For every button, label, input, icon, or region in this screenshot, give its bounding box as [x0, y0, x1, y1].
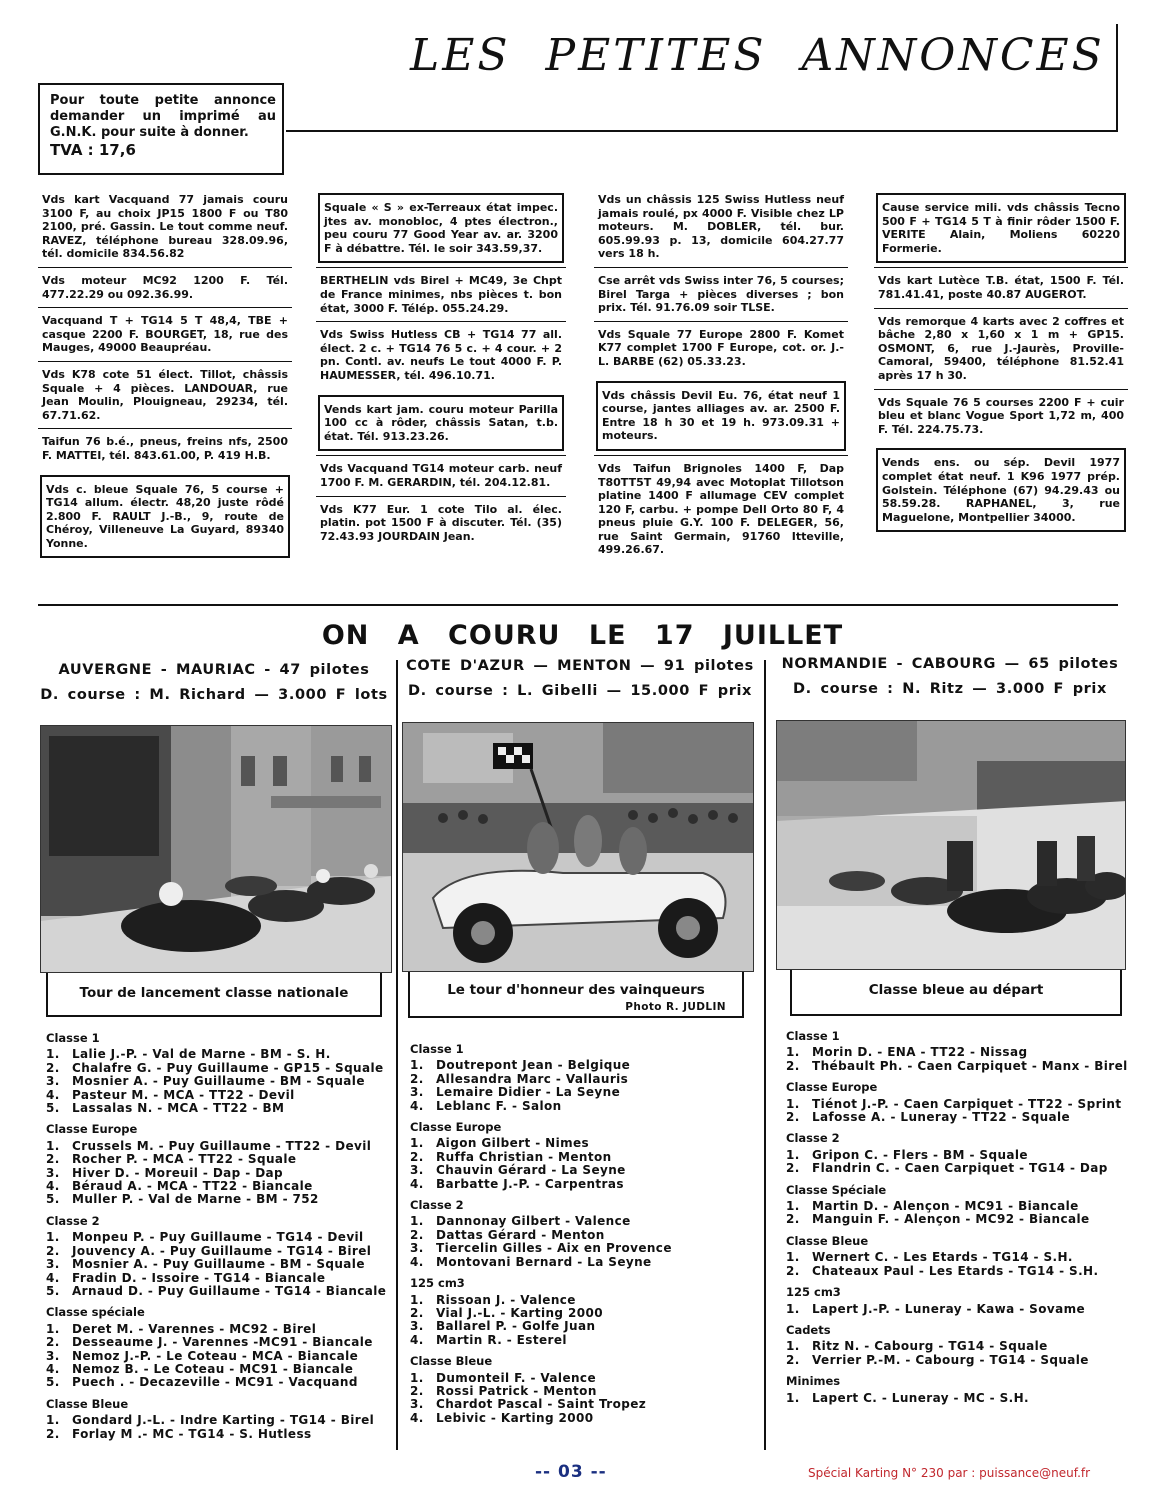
result-row [410, 1100, 760, 1113]
classified-ad: Vds moteur MC92 1200 F. Tél. 477.22.29 ou 092.36.99. [38, 267, 292, 307]
result-row [410, 1385, 760, 1398]
result-text: Hiver D. - Moreuil - Dap - Dap [72, 1165, 284, 1180]
result-position: 4. [46, 1270, 60, 1285]
result-position: 5. [46, 1101, 60, 1116]
result-text: Barbatte J.-P. - Carpentras [436, 1176, 624, 1191]
result-position: 5. [46, 1192, 60, 1207]
result-position: 5. [46, 1375, 60, 1390]
race-region: AUVERGNE - MAURIAC - 47 pilotes [58, 662, 370, 678]
result-text: Dattas Gérard - Menton [436, 1227, 605, 1242]
ads-column-4 [874, 193, 1128, 536]
result-row [410, 1398, 760, 1411]
result-text: Martin R. - Esterel [436, 1332, 567, 1347]
result-text: Forlay M .- MC - TG14 - S. Hutless [72, 1426, 312, 1441]
result-row [410, 1086, 760, 1099]
classified-ad: Vds Squale 77 Europe 2800 F. Komet K77 complet 1700 F Europe, cot. or. J.-L. BARBE (62) 05.33.23. [594, 321, 848, 375]
result-position: 3. [410, 1241, 424, 1256]
race-photo-mauriac [40, 725, 392, 973]
result-text: Flandrin C. - Caen Carpiquet - TG14 - Dap [812, 1161, 1108, 1176]
class-heading: Classe Spéciale [786, 1182, 887, 1197]
result-row [410, 1229, 760, 1242]
results-cabourg [786, 1030, 1131, 1405]
result-text: Martin D. - Alençon - MC91 - Biancale [812, 1199, 1079, 1214]
result-row [46, 1231, 394, 1244]
result-row [410, 1307, 760, 1320]
result-text: Puech . - Decazeville - MC91 - Vacquand [72, 1375, 358, 1390]
class-heading: Cadets [786, 1322, 831, 1337]
result-position: 1. [46, 1047, 60, 1062]
result-row [786, 1200, 1131, 1213]
result-position: 1. [46, 1321, 60, 1336]
result-row [46, 1350, 394, 1363]
result-position: 2. [786, 1352, 800, 1367]
class-heading: Classe 1 [46, 1031, 100, 1045]
result-row [410, 1412, 760, 1425]
ads-column-2 [316, 193, 566, 549]
result-position: 2. [786, 1058, 800, 1073]
classified-ad: Vds Taifun Brignoles 1400 F, Dap T80TT5T 49,94 avec Motoplat Tillotson platine 1400 F allumage CEV complet 120 F, carbu. + pompe Dell Orto 80 F, 4 pneus pluie G.Y. 100 F. DELEGER, 56, rue Saint Germain, 91760 Itteville, 499.26.67. [594, 455, 848, 563]
result-position: 2. [786, 1212, 800, 1227]
result-position: 2. [786, 1161, 800, 1176]
result-text: Nemoz J.-P. - Le Coteau - MCA - Biancale [72, 1348, 359, 1363]
result-text: Dannonay Gilbert - Valence [436, 1214, 631, 1229]
class-heading: 125 cm3 [410, 1276, 465, 1291]
result-row [410, 1137, 760, 1150]
result-text: Montovani Bernard - La Seyne [436, 1254, 652, 1269]
race-director: D. course : N. Ritz — 3.000 F prix [793, 681, 1107, 697]
result-row [46, 1167, 394, 1180]
class-heading: Classe 1 [786, 1029, 840, 1043]
result-text: Crussels M. - Puy Guillaume - TT22 - Devil [72, 1138, 372, 1153]
photo-caption [790, 970, 1122, 1016]
result-row [410, 1059, 760, 1072]
result-position: 3. [46, 1348, 60, 1363]
result-text: Tiénot J.-P. - Caen Carpiquet - TT22 - Sprint [812, 1096, 1122, 1111]
result-position: 4. [410, 1410, 424, 1425]
result-row [46, 1140, 394, 1153]
result-row [786, 1213, 1131, 1226]
result-row [46, 1180, 394, 1193]
result-text: Béraud A. - MCA - TT22 - Biancale [72, 1179, 313, 1194]
result-position: 2. [410, 1149, 424, 1164]
ads-column-3 [594, 193, 848, 563]
result-position: 4. [410, 1332, 424, 1347]
result-row [46, 1414, 394, 1427]
result-row [46, 1272, 394, 1285]
result-text: Rissoan J. - Valence [436, 1292, 576, 1307]
result-row [786, 1098, 1131, 1111]
race-photo-cabourg [776, 720, 1126, 970]
result-text: Chauvin Gérard - La Seyne [436, 1163, 626, 1178]
result-text: Pasteur M. - MCA - TT22 - Devil [72, 1087, 295, 1102]
result-position: 1. [786, 1096, 800, 1111]
results-menton [410, 1043, 760, 1425]
result-position: 3. [46, 1165, 60, 1180]
result-text: Vial J.-L. - Karting 2000 [436, 1305, 603, 1320]
footer-credit: Spécial Karting N° 230 par : puissance@neuf.fr [808, 1466, 1091, 1480]
result-text: Nemoz B. - Le Coteau - MC91 - Biancale [72, 1361, 354, 1376]
result-position: 1. [786, 1390, 800, 1405]
result-text: Tiercelin Gilles - Aix en Provence [436, 1241, 672, 1256]
result-row [410, 1256, 760, 1269]
caption-text: Le tour d'honneur des vainqueurs [447, 982, 705, 998]
result-row [46, 1428, 394, 1441]
result-text: Desseaume J. - Varennes -MC91 - Biancale [72, 1335, 373, 1350]
result-text: Leblanc F. - Salon [436, 1098, 562, 1113]
class-heading: Classe 1 [410, 1042, 464, 1056]
caption-text: Classe bleue au départ [868, 982, 1044, 998]
result-position: 2. [410, 1305, 424, 1320]
result-position: 2. [786, 1110, 800, 1125]
result-position: 2. [410, 1383, 424, 1398]
photo-credit: Photo R. JUDLIN [625, 1001, 726, 1013]
result-position: 4. [46, 1361, 60, 1376]
result-position: 1. [786, 1147, 800, 1162]
race-region: NORMANDIE - CABOURG — 65 pilotes [781, 656, 1119, 672]
classified-ad: BERTHELIN vds Birel + MC49, 3e Chpt de France minimes, nbs pièces t. bon état, 3000 F. Télép. 055.24.29. [316, 267, 566, 321]
result-text: Lebivic - Karting 2000 [436, 1410, 594, 1425]
result-text: Rossi Patrick - Menton [436, 1383, 597, 1398]
result-position: 2. [46, 1335, 60, 1350]
result-position: 2. [410, 1071, 424, 1086]
result-text: Dumonteil F. - Valence [436, 1370, 596, 1385]
result-text: Lafosse A. - Luneray - TT22 - Squale [812, 1110, 1071, 1125]
result-text: Doutrepont Jean - Belgique [436, 1058, 631, 1073]
title-rule-horizontal [286, 130, 1118, 132]
result-position: 2. [46, 1152, 60, 1167]
classified-ad: Vds châssis Devil Eu. 76, état neuf 1 course, jantes alliages av. ar. 2500 F. Entre 18 h 30 et 19 h. 973.09.31 + moteurs. [596, 381, 846, 451]
result-position: 4. [46, 1087, 60, 1102]
race-heading-2 [402, 654, 758, 704]
ads-column-1 [38, 193, 292, 562]
result-row [786, 1392, 1131, 1405]
result-position: 1. [410, 1370, 424, 1385]
result-row [46, 1062, 394, 1075]
result-position: 1. [786, 1250, 800, 1265]
classified-ad: Cause service mili. vds châssis Tecno 500 F + TG14 5 T à finir rôder 1500 F. VERITE Alain, Moliens 60220 Formerie. [876, 193, 1126, 263]
caption-text: Tour de lancement classe nationale [79, 985, 349, 1001]
result-row [410, 1164, 760, 1177]
result-row [786, 1265, 1131, 1278]
class-heading: Classe Bleue [786, 1233, 869, 1248]
result-row [46, 1285, 394, 1298]
classified-ad: Vds Swiss Hutless CB + TG14 77 all. élect. 2 c. + TG14 76 5 c. + 4 cour. + 2 pn. Contl. av. neufs Le tout 4000 F. P. HAUMESSER, tél. 496.10.71. [316, 321, 566, 388]
classified-ad: Vds K78 cote 51 élect. Tillot, châssis Squale + 4 pièces. LANDOUAR, rue Jean Moulin, Plouigneau, 29234, tél. 67.71.62. [38, 361, 292, 428]
classified-ad: Taifun 76 b.é., pneus, freins nfs, 2500 F. MATTEI, tél. 843.61.00, P. 419 H.B. [38, 428, 292, 468]
notice-box [38, 83, 284, 175]
class-heading: Classe Bleue [46, 1396, 129, 1411]
result-position: 1. [410, 1292, 424, 1307]
class-heading: Classe Europe [410, 1120, 502, 1135]
result-position: 2. [46, 1426, 60, 1441]
result-position: 1. [46, 1230, 60, 1245]
result-text: Mosnier A. - Puy Guillaume - BM - Squale [72, 1074, 365, 1089]
result-text: Gripon C. - Flers - BM - Squale [812, 1147, 1028, 1162]
result-row [46, 1336, 394, 1349]
classified-ad: Squale « S » ex-Terreaux état impec. jtes av. monobloc, 4 ptes électron., peu couru 77 Good Year av. ar. 3200 F à débattre. Tél. le soir 343.59,37. [318, 193, 564, 263]
page-title: LES PETITES ANNONCES [410, 30, 1105, 81]
result-row [46, 1102, 394, 1115]
race-region: COTE D'AZUR — MENTON — 91 pilotes [406, 658, 754, 674]
result-text: Lapert J.-P. - Luneray - Kawa - Sovame [812, 1301, 1086, 1316]
result-text: Ritz N. - Cabourg - TG14 - Squale [812, 1339, 1048, 1354]
result-position: 3. [410, 1163, 424, 1178]
race-heading-1 [38, 658, 390, 708]
classified-ad: Vds un châssis 125 Swiss Hutless neuf jamais roulé, px 4000 F. Visible chez LP moteurs. M. DOBLER, tél. bur. 605.99.93 p. 13, domicile 604.27.77 vers 18 h. [598, 193, 844, 261]
result-position: 2. [46, 1060, 60, 1075]
classified-ad: Vds remorque 4 karts avec 2 coffres et bâche 2,80 x 1,60 x 1 m + GP15. OSMONT, 6, rue J.-Jaurès, Proville-Camoral, 59400, téléphone 81.52.41 après 17 h 30. [874, 308, 1128, 389]
result-row [46, 1089, 394, 1102]
result-row [46, 1153, 394, 1166]
result-text: Chalafre G. - Puy Guillaume - GP15 - Squale [72, 1060, 384, 1075]
classified-ad: Vds Squale 76 5 courses 2200 F + cuir bleu et blanc Vogue Sport 1,72 m, 400 F. Tél. 224.75.73. [874, 389, 1128, 443]
result-position: 3. [46, 1074, 60, 1089]
result-row [46, 1075, 394, 1088]
result-row [46, 1363, 394, 1376]
result-position: 1. [46, 1413, 60, 1428]
result-position: 1. [786, 1301, 800, 1316]
result-text: Muller P. - Val de Marne - BM - 752 [72, 1192, 319, 1207]
result-row [410, 1073, 760, 1086]
result-text: Ruffa Christian - Menton [436, 1149, 612, 1164]
classified-ad: Vacquand T + TG14 5 T 48,4, TBE + casque 2200 F. BOURGET, 18, rue des Mauges, 49000 Beaupréau. [38, 307, 292, 361]
result-row [410, 1372, 760, 1385]
classified-ad: Vds kart Lutèce T.B. état, 1500 F. Tél. 781.41.41, poste 40.87 AUGEROT. [874, 267, 1128, 307]
class-heading: 125 cm3 [786, 1285, 841, 1300]
race-director: D. course : L. Gibelli — 15.000 F prix [408, 683, 752, 699]
result-text: Verrier P.-M. - Cabourg - TG14 - Squale [812, 1352, 1089, 1367]
photo-graphic [403, 723, 754, 972]
result-text: Ballarel P. - Golfe Juan [436, 1319, 596, 1334]
result-row [410, 1334, 760, 1347]
result-position: 1. [786, 1339, 800, 1354]
tva-label: TVA : 17,6 [50, 141, 136, 159]
page-number: -- 03 -- [535, 1462, 607, 1482]
result-row [46, 1245, 394, 1258]
classified-ad: Vds kart Vacquand 77 jamais couru 3100 F, au choix JP15 1800 F ou T80 2100, pré. Gassin. Le tout comme neuf. RAVEZ, téléphone bureau 328.09.96, tél. domicile 834.56.82 [42, 193, 288, 261]
result-row [786, 1354, 1131, 1367]
result-position: 2. [786, 1263, 800, 1278]
result-text: Wernert C. - Les Etards - TG14 - S.H. [812, 1250, 1073, 1265]
column-divider [764, 660, 766, 1450]
result-text: Lassalas N. - MCA - TT22 - BM [72, 1101, 285, 1116]
result-row [786, 1251, 1131, 1264]
result-position: 4. [46, 1179, 60, 1194]
result-position: 5. [46, 1283, 60, 1298]
result-row [786, 1060, 1131, 1073]
result-row [46, 1048, 394, 1061]
result-text: Morin D. - ENA - TT22 - Nissag [812, 1045, 1028, 1060]
class-heading: Classe 2 [786, 1131, 840, 1146]
result-row [410, 1320, 760, 1333]
photo-graphic [777, 721, 1126, 970]
result-row [410, 1151, 760, 1164]
result-row [786, 1046, 1131, 1059]
result-position: 4. [410, 1176, 424, 1191]
result-text: Thébault Ph. - Caen Carpiquet - Manx - Birel [812, 1058, 1128, 1073]
result-text: Allesandra Marc - Vallauris [436, 1071, 629, 1086]
classified-ad: Vds Vacquand TG14 moteur carb. neuf 1700 F. M. GERARDIN, tél. 204.12.81. [316, 455, 566, 495]
result-position: 3. [46, 1257, 60, 1272]
result-row [46, 1258, 394, 1271]
class-heading: Classe 2 [410, 1198, 464, 1213]
class-heading: Classe Europe [46, 1122, 138, 1137]
class-heading: Classe 2 [46, 1213, 100, 1228]
result-row [46, 1193, 394, 1206]
result-text: Aigon Gilbert - Nimes [436, 1136, 590, 1151]
section-title: ON A COURU LE 17 JUILLET [321, 620, 844, 651]
result-position: 3. [410, 1397, 424, 1412]
column-divider [396, 660, 398, 1450]
result-text: Manguin F. - Alençon - MC92 - Biancale [812, 1212, 1090, 1227]
result-row [786, 1340, 1131, 1353]
class-heading: Minimes [786, 1374, 841, 1389]
classified-ad: Vds c. bleue Squale 76, 5 course + TG14 allum. électr. 48,20 juste rôdé 2.800 F. RAULT J.-B., 9, route de Chéroy, Villeneuve La Guyard, 89340 Yonne. [40, 475, 290, 559]
result-row [46, 1376, 394, 1389]
section-divider [38, 604, 1118, 606]
result-text: Lemaire Didier - La Seyne [436, 1085, 621, 1100]
classified-ad: Vds K77 Eur. 1 cote Tilo al. élec. platin. pot 1500 F à discuter. Tél. (35) 72.43.93 JOURDAIN Jean. [316, 496, 566, 550]
result-position: 3. [410, 1085, 424, 1100]
result-position: 1. [786, 1045, 800, 1060]
race-photo-menton [402, 722, 754, 972]
result-row [410, 1178, 760, 1191]
race-heading-3 [770, 652, 1130, 702]
result-text: Rocher P. - MCA - TT22 - Squale [72, 1152, 297, 1167]
photo-caption [46, 973, 382, 1017]
notice-text: Pour toute petite annonce demander un imprimé au G.N.K. pour suite à donner. [50, 93, 276, 140]
result-row [786, 1162, 1131, 1175]
photo-graphic [41, 726, 392, 973]
result-text: Arnaud D. - Puy Guillaume - TG14 - Biancale [72, 1283, 387, 1298]
result-text: Deret M. - Varennes - MC92 - Birel [72, 1321, 317, 1336]
result-row [410, 1215, 760, 1228]
classified-ad: Vends kart jam. couru moteur Parilla 100 cc à rôder, châssis Satan, t.b. état. Tél. 913.23.26. [318, 395, 564, 452]
result-position: 1. [786, 1199, 800, 1214]
result-text: Chardot Pascal - Saint Tropez [436, 1397, 647, 1412]
classified-ad: Vends ens. ou sép. Devil 1977 complet état neuf. 1 K96 1977 prép. Golstein. Téléphone (67) 94.29.43 ou 58.59.28. RAPHANEL, 3, rue Maguelone, Montpellier 34000. [876, 448, 1126, 532]
class-heading: Classe Bleue [410, 1354, 493, 1369]
photo-caption [408, 972, 744, 1018]
result-position: 2. [410, 1227, 424, 1242]
result-text: Fradin D. - Issoire - TG14 - Biancale [72, 1270, 326, 1285]
race-director: D. course : M. Richard — 3.000 F lots [40, 687, 388, 703]
result-row [410, 1242, 760, 1255]
classified-ad: Cse arrêt vds Swiss inter 76, 5 courses; Birel Targa + pièces diverses ; bon prix. Tél. 91.76.09 soir TLSE. [594, 267, 848, 321]
result-position: 4. [410, 1254, 424, 1269]
result-text: Gondard J.-L. - Indre Karting - TG14 - Birel [72, 1413, 375, 1428]
result-row [786, 1149, 1131, 1162]
results-mauriac [46, 1032, 394, 1441]
result-position: 3. [410, 1319, 424, 1334]
result-text: Mosnier A. - Puy Guillaume - BM - Squale [72, 1257, 365, 1272]
result-text: Chateaux Paul - Les Etards - TG14 - S.H. [812, 1263, 1099, 1278]
result-position: 4. [410, 1098, 424, 1113]
class-heading: Classe Europe [786, 1080, 878, 1095]
result-row [786, 1303, 1131, 1316]
result-row [410, 1294, 760, 1307]
result-text: Jouvency A. - Puy Guillaume - TG14 - Birel [72, 1243, 372, 1258]
title-rule-vertical [1116, 24, 1118, 132]
result-text: Lalie J.-P. - Val de Marne - BM - S. H. [72, 1047, 331, 1062]
class-heading: Classe spéciale [46, 1305, 145, 1320]
result-position: 1. [46, 1138, 60, 1153]
result-position: 1. [410, 1136, 424, 1151]
result-position: 2. [46, 1243, 60, 1258]
result-text: Lapert C. - Luneray - MC - S.H. [812, 1390, 1029, 1405]
result-row [786, 1111, 1131, 1124]
result-position: 1. [410, 1058, 424, 1073]
result-position: 1. [410, 1214, 424, 1229]
result-row [46, 1323, 394, 1336]
result-text: Monpeu P. - Puy Guillaume - TG14 - Devil [72, 1230, 364, 1245]
